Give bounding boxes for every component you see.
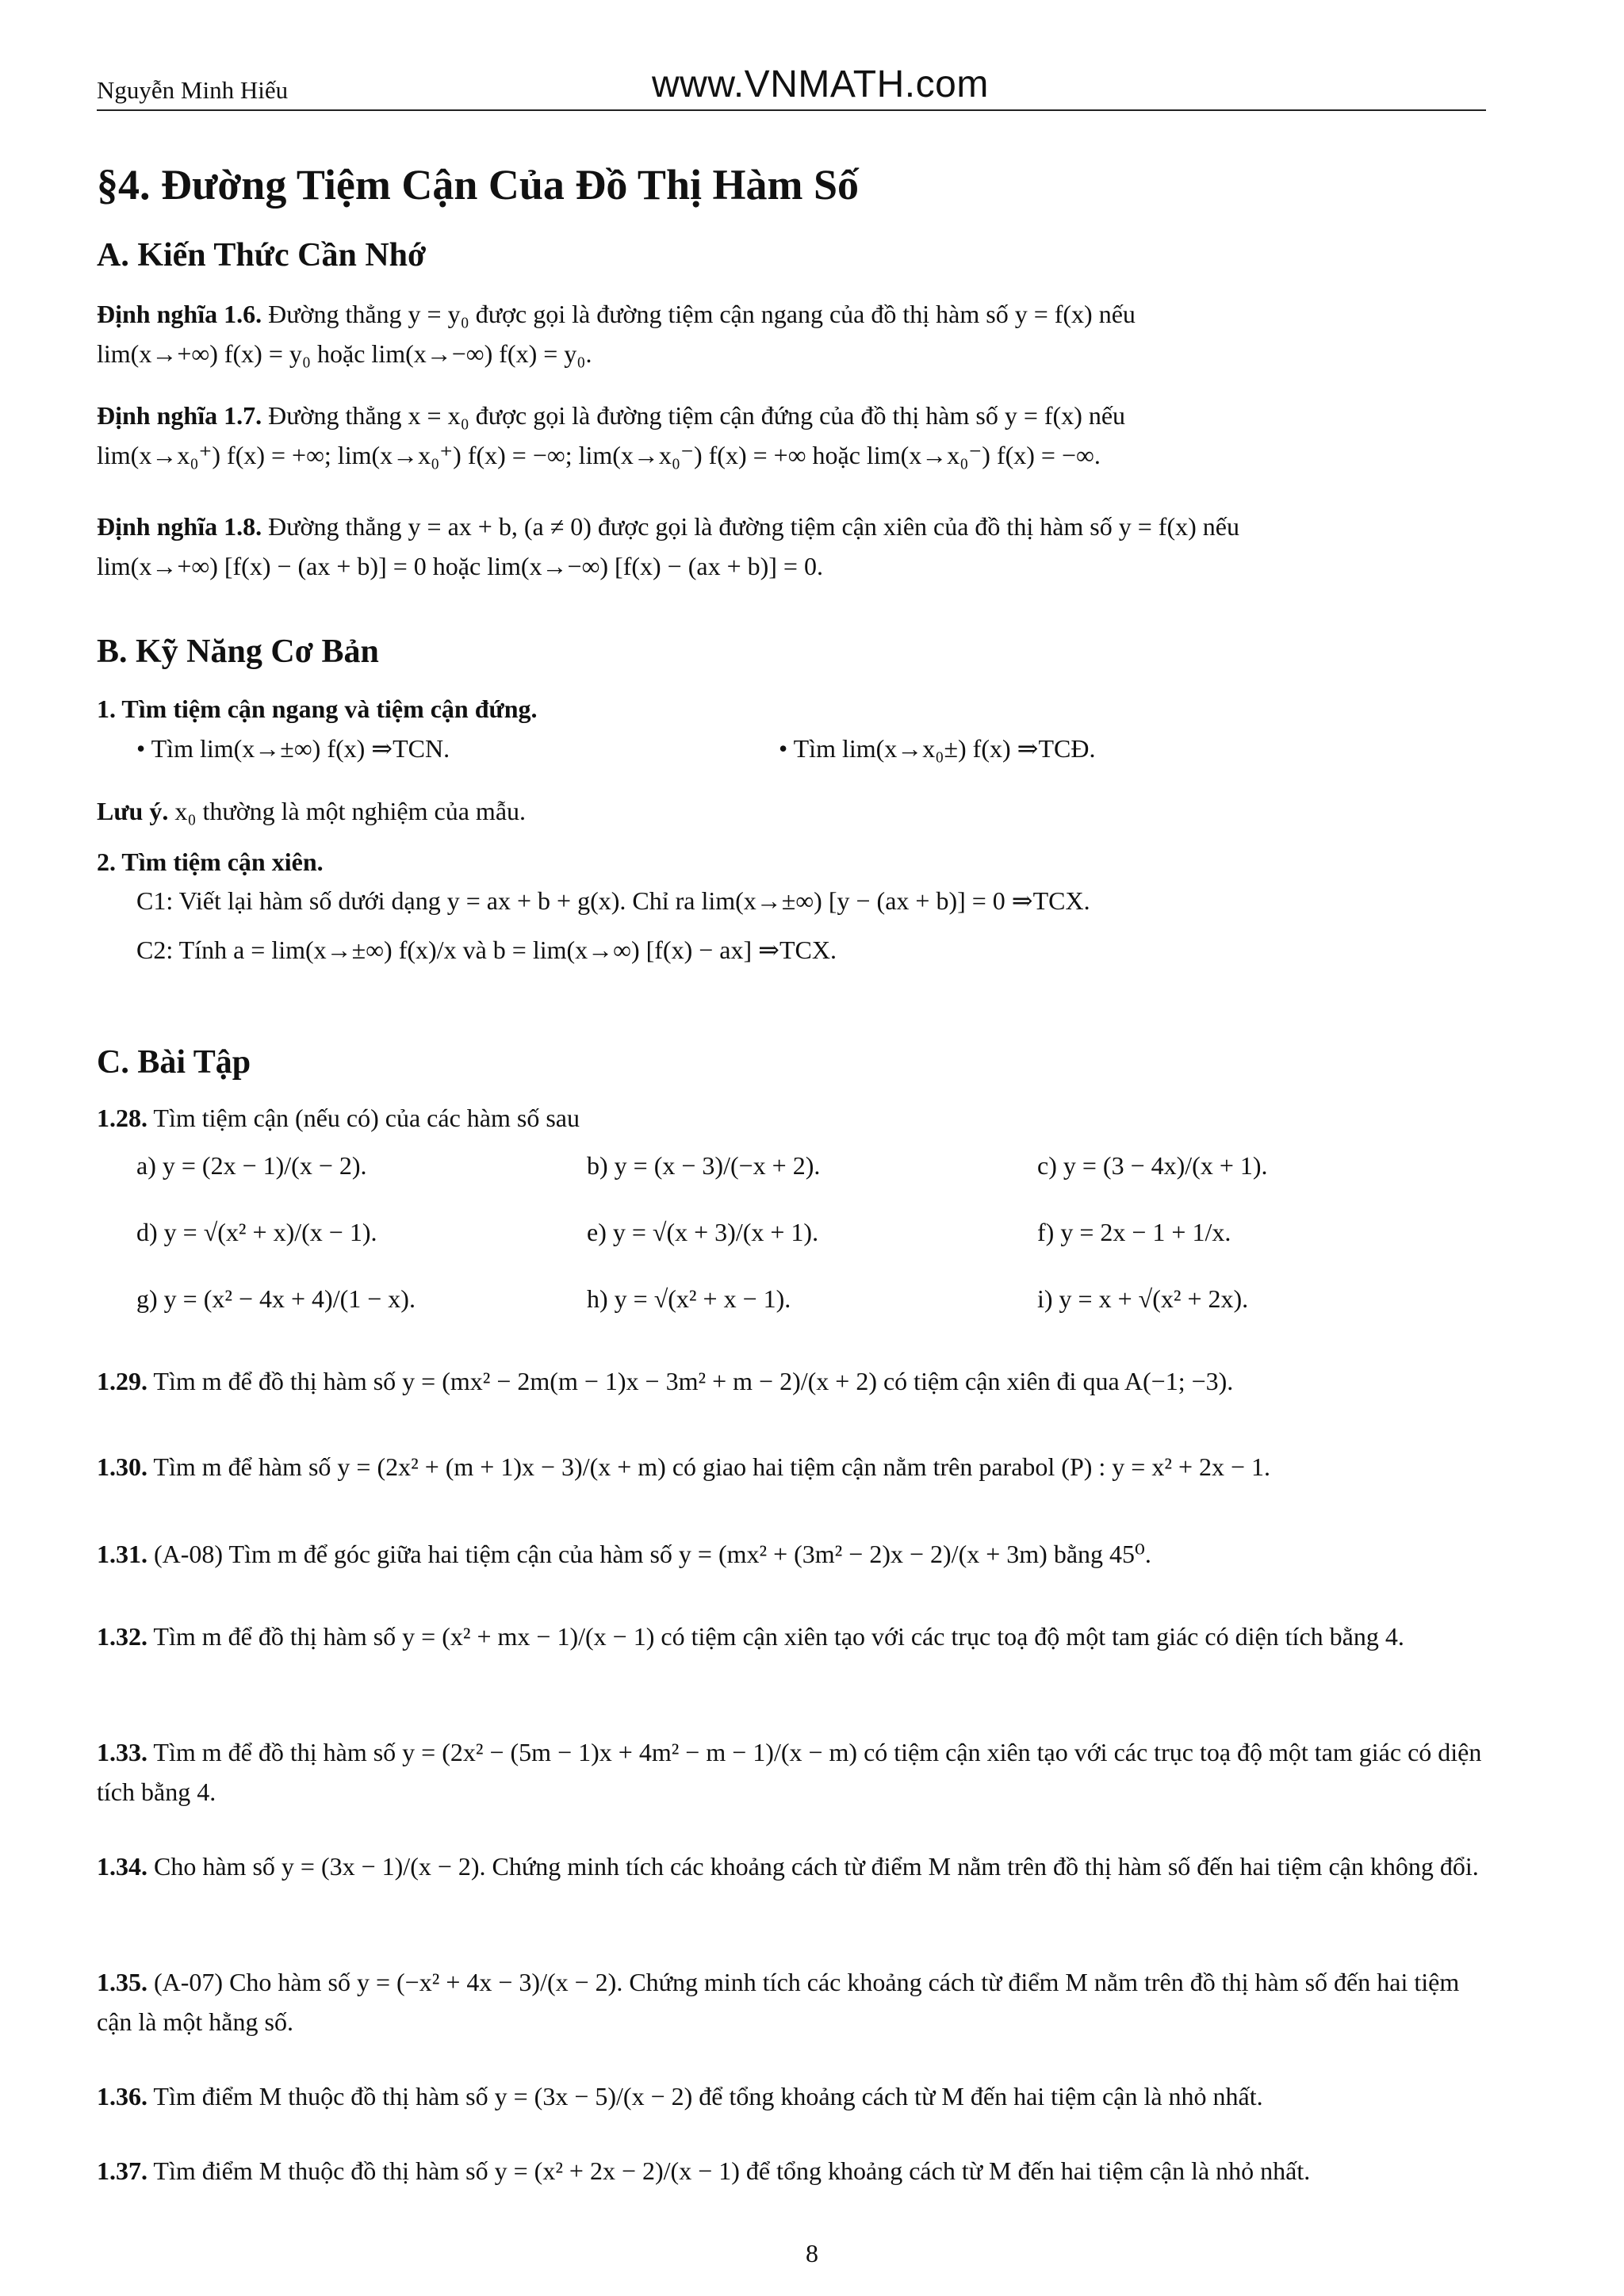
- exercise-1-35: [97, 1963, 1486, 2042]
- part-f: f) y = 2x − 1 + 1/x.: [1037, 1217, 1231, 1246]
- author-name: Nguyễn Minh Hiếu: [97, 76, 289, 104]
- page-header: [97, 62, 1486, 111]
- section-b-heading: B. Kỹ Năng Cơ Bản: [97, 633, 379, 670]
- exercise-text: Tìm tiệm cận (nếu có) của các hàm số sau: [153, 1104, 580, 1132]
- exercise-1-37: [97, 2152, 1486, 2191]
- exercise-label: 1.33.: [97, 1738, 147, 1766]
- skills-block: [97, 690, 1486, 970]
- exercise-text: Tìm điểm M thuộc đồ thị hàm số y = (3x − 5)/(x − 2) để tổng khoảng cách từ M đến hai tiệm cận là nhỏ nhất.: [153, 2082, 1263, 2110]
- definition-1-6: [97, 295, 1486, 373]
- exercise-label: 1.32.: [97, 1622, 147, 1651]
- def-text: Đường thẳng y = y₀ được gọi là đường tiệm cận ngang của đồ thị hàm số y = f(x) nếu: [268, 300, 1136, 328]
- exercise-1-28: [97, 1099, 1486, 1318]
- exercise-text: Tìm m để đồ thị hàm số y = (2x² − (5m − 1)x + 4m² − m − 1)/(x − m) có tiệm cận xiên tạo với các trục toạ độ một tam giác có diện tích bằng 4.: [97, 1738, 1482, 1806]
- exercise-label: 1.31.: [97, 1540, 147, 1568]
- part-b: b) y = (x − 3)/(−x + 2).: [587, 1150, 821, 1180]
- part-h: h) y = √(x² + x − 1).: [587, 1284, 791, 1313]
- def-formula: lim(x→+∞) [f(x) − (ax + b)] = 0 hoặc lim(x→−∞) [f(x) − (ax + b)] = 0.: [97, 551, 823, 580]
- exercise-label: 1.34.: [97, 1852, 147, 1881]
- exercise-1-36: [97, 2077, 1486, 2117]
- def-formula: lim(x→+∞) f(x) = y₀ hoặc lim(x→−∞) f(x) = y₀.: [97, 339, 592, 368]
- exercise-text: (A-08) Tìm m để góc giữa hai tiệm cận của hàm số y = (mx² + (3m² − 2)x − 2)/(x + 3m) bằng 45⁰.: [154, 1540, 1151, 1568]
- exercise-1-29: [97, 1362, 1486, 1402]
- def-label: Định nghĩa 1.6.: [97, 300, 262, 328]
- skill-2-title: 2. Tìm tiệm cận xiên.: [97, 847, 324, 876]
- def-label: Định nghĩa 1.7.: [97, 401, 262, 430]
- skill-1-bullet-vertical: • Tìm lim(x→x₀±) f(x) ⇒TCĐ.: [779, 733, 1096, 763]
- exercise-text: (A-07) Cho hàm số y = (−x² + 4x − 3)/(x − 2). Chứng minh tích các khoảng cách từ điểm M nằm trên đồ thị hàm số đến hai tiệm cận là một hằng số.: [97, 1968, 1460, 2036]
- note-label: Lưu ý.: [97, 797, 169, 826]
- exercise-label: 1.28.: [97, 1104, 147, 1132]
- part-c: c) y = (3 − 4x)/(x + 1).: [1037, 1150, 1268, 1180]
- site-watermark: www.VNMATH.com: [652, 63, 989, 105]
- skill-2-c2: C2: Tính a = lim(x→±∞) f(x)/x và b = lim(x→∞) [f(x) − ax] ⇒TCX.: [136, 935, 837, 964]
- exercise-text: Tìm điểm M thuộc đồ thị hàm số y = (x² + 2x − 2)/(x − 1) để tổng khoảng cách từ M đến hai tiệm cận là nhỏ nhất.: [153, 2156, 1311, 2185]
- exercise-label: 1.30.: [97, 1452, 147, 1481]
- page-number: 8: [806, 2239, 818, 2267]
- exercise-label: 1.35.: [97, 1968, 147, 1996]
- exercise-text: Tìm m để hàm số y = (2x² + (m + 1)x − 3)/(x + m) có giao hai tiệm cận nằm trên parabol (P) : y = x² + 2x − 1.: [153, 1452, 1271, 1481]
- skill-1-title: 1. Tìm tiệm cận ngang và tiệm cận đứng.: [97, 695, 538, 723]
- def-text: Đường thẳng x = x₀ được gọi là đường tiệm cận đứng của đồ thị hàm số y = f(x) nếu: [268, 401, 1126, 430]
- section-c-heading: C. Bài Tập: [97, 1044, 251, 1081]
- def-formula: lim(x→x₀⁺) f(x) = +∞; lim(x→x₀⁺) f(x) = −∞; lim(x→x₀⁻) f(x) = +∞ hoặc lim(x→x₀⁻) f(x) = −∞.: [97, 440, 1101, 469]
- note-text: x₀ thường là một nghiệm của mẫu.: [174, 797, 527, 826]
- definition-1-8: [97, 507, 1486, 586]
- exercise-1-31: [97, 1535, 1486, 1575]
- exercise-label: 1.36.: [97, 2082, 147, 2110]
- definition-1-7: [97, 396, 1486, 475]
- def-text: Đường thẳng y = ax + b, (a ≠ 0) được gọi là đường tiệm cận xiên của đồ thị hàm số y = f(x) nếu: [268, 512, 1239, 541]
- page-title: §4. Đường Tiệm Cận Của Đồ Thị Hàm Số: [97, 161, 860, 209]
- exercise-text: Tìm m để đồ thị hàm số y = (mx² − 2m(m − 1)x − 3m² + m − 2)/(x + 2) có tiệm cận xiên đi qua A(−1; −3).: [153, 1367, 1234, 1395]
- exercise-1-30: [97, 1448, 1486, 1487]
- exercise-1-34: [97, 1847, 1486, 1887]
- part-a: a) y = (2x − 1)/(x − 2).: [136, 1150, 367, 1180]
- part-e: e) y = √(x + 3)/(x + 1).: [587, 1217, 819, 1246]
- skill-2-c1: C1: Viết lại hàm số dưới dạng y = ax + b + g(x). Chỉ ra lim(x→±∞) [y − (ax + b)] = 0 ⇒TCX.: [136, 886, 1090, 916]
- exercise-label: 1.29.: [97, 1367, 147, 1395]
- exercise-text: Tìm m để đồ thị hàm số y = (x² + mx − 1)/(x − 1) có tiệm cận xiên tạo với các trục toạ độ một tam giác có diện tích bằng 4.: [153, 1622, 1404, 1651]
- exercise-label: 1.37.: [97, 2156, 147, 2185]
- def-label: Định nghĩa 1.8.: [97, 512, 262, 541]
- exercise-text: Cho hàm số y = (3x − 1)/(x − 2). Chứng minh tích các khoảng cách từ điểm M nằm trên đồ thị hàm số đến hai tiệm cận không đổi.: [154, 1852, 1479, 1881]
- part-i: i) y = x + √(x² + 2x).: [1037, 1284, 1249, 1313]
- section-a-heading: A. Kiến Thức Cần Nhớ: [97, 237, 427, 274]
- part-g: g) y = (x² − 4x + 4)/(1 − x).: [136, 1284, 416, 1313]
- exercise-1-33: [97, 1733, 1486, 1812]
- skill-1-bullet-horizontal: • Tìm lim(x→±∞) f(x) ⇒TCN.: [136, 733, 450, 763]
- part-d: d) y = √(x² + x)/(x − 1).: [136, 1217, 377, 1246]
- exercise-1-32: [97, 1617, 1486, 1657]
